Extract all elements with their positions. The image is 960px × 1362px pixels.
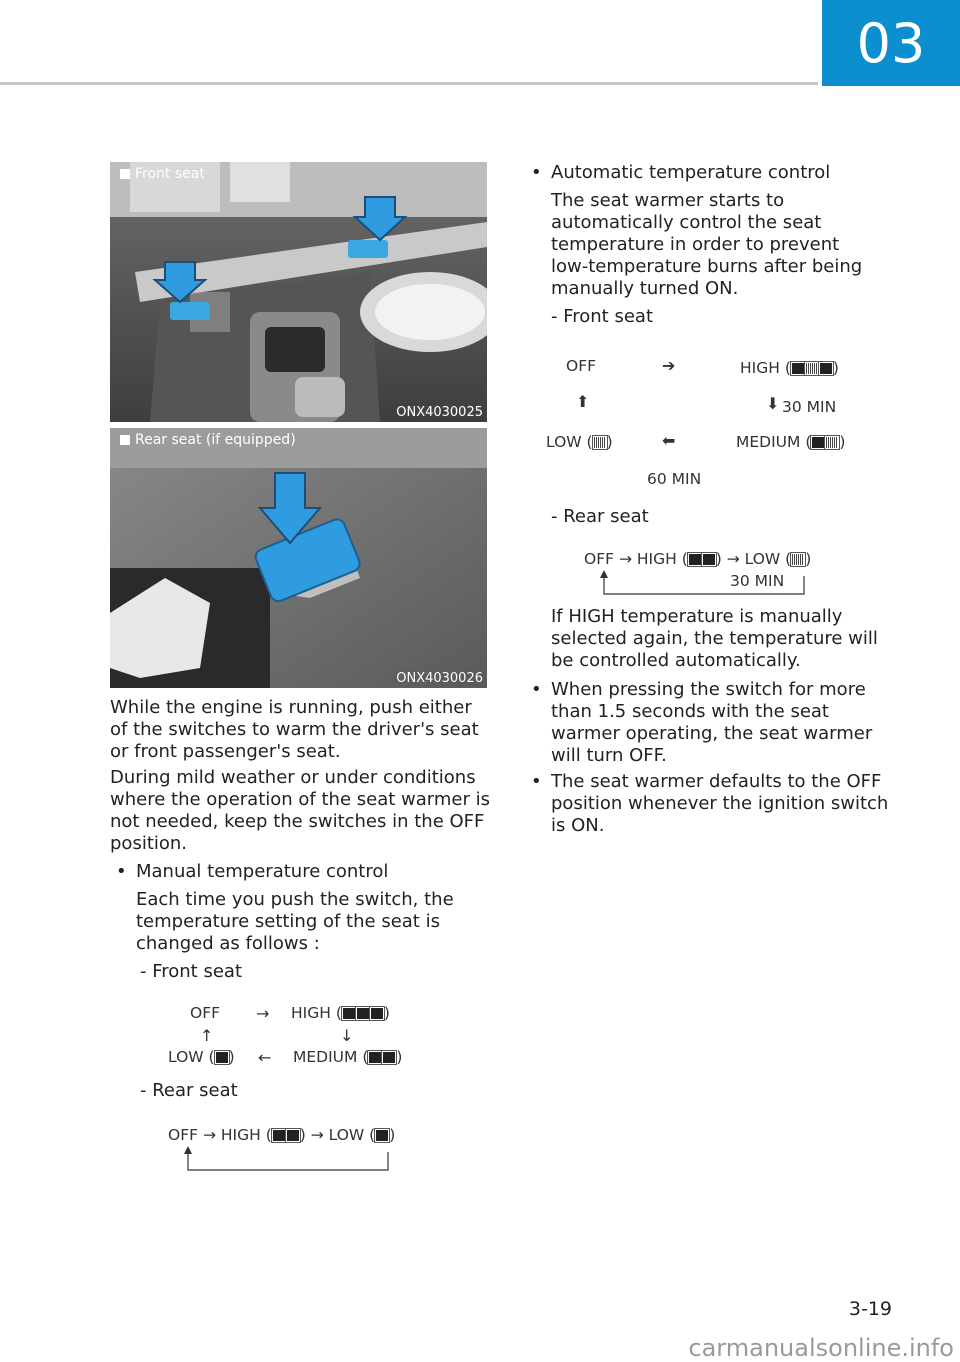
figure-code: ONX4030026 — [396, 671, 483, 686]
figure-code: ONX4030025 — [396, 405, 483, 420]
rear-diagram-text1: OFF → HIGH ( — [584, 550, 688, 568]
chapter-tab — [822, 0, 960, 86]
rear-seat-subheading: - Rear seat — [140, 1080, 238, 1101]
auto-diagram-off: OFF — [566, 357, 597, 375]
bullet-dot: • — [116, 861, 127, 882]
led-icon — [792, 554, 804, 565]
diagram-low-label: LOW ( — [546, 433, 593, 451]
rear-seat-illustration — [110, 428, 487, 688]
bullet-dot: • — [531, 679, 542, 700]
auto-diagram-60min: 60 MIN — [647, 470, 702, 488]
led-icon — [357, 1008, 369, 1019]
auto-control-description: The seat warmer starts to automatically control the seat temperature in order to prevent low-temperature burns after being manually turned ON. — [551, 190, 863, 299]
led-icon — [371, 1008, 383, 1019]
manual-control-description: Each time you push the switch, the temperature setting of the seat is changed as follows : — [136, 889, 454, 954]
rear-diagram-text2: ) → LOW ( — [715, 550, 792, 568]
bullet-dot: • — [531, 771, 542, 792]
front-seat-subheading: - Front seat — [551, 306, 654, 327]
arrow-left-icon: ← — [258, 1048, 272, 1067]
led-icon — [820, 363, 832, 374]
led-icon — [812, 437, 824, 448]
diagram-low-label: LOW ( — [168, 1048, 215, 1066]
auto-diagram-medium — [736, 433, 845, 451]
arrow-up-icon: ↑ — [200, 1026, 214, 1045]
arrow-up-icon: ⬆ — [576, 392, 590, 411]
rear-diagram — [168, 1126, 395, 1144]
diagram-high — [291, 1004, 390, 1022]
manual-control-heading: Manual temperature control — [136, 861, 389, 882]
diagram-high-label: HIGH ( — [291, 1004, 342, 1022]
diagram-medium — [293, 1048, 402, 1066]
led-icon — [376, 1130, 388, 1141]
diagram-high-label: HIGH ( — [740, 359, 791, 377]
watermark: carmanualsonline.info — [688, 1334, 954, 1362]
mild-weather-paragraph: During mild weather or under conditions where the operation of the seat warmer is not needed, keep the switches in the OFF position. — [110, 767, 490, 854]
led-icon — [594, 437, 606, 448]
default-off-bullet: The seat warmer defaults to the OFF position whenever the ignition switch is ON. — [551, 771, 889, 836]
led-icon — [383, 1052, 395, 1063]
arrow-right-icon: → — [256, 1004, 270, 1023]
intro-paragraph: While the engine is running, push either of the switches to warm the driver's seat or front passenger's seat. — [110, 697, 479, 762]
led-icon — [343, 1008, 355, 1019]
led-icon — [806, 363, 818, 374]
led-icon — [826, 437, 838, 448]
press-switch-bullet: When pressing the switch for more than 1.5 seconds with the seat warmer operating, the seat warmer will turn OFF. — [551, 679, 873, 766]
header-rule — [0, 82, 818, 85]
diagram-close: ) — [396, 1048, 403, 1066]
led-icon — [273, 1130, 285, 1141]
led-icon — [216, 1052, 228, 1063]
diagram-medium-label: MEDIUM ( — [293, 1048, 369, 1066]
bullet-dot: • — [531, 162, 542, 183]
rear-diagram-text2: ) → LOW ( — [299, 1126, 376, 1144]
diagram-low — [168, 1048, 235, 1066]
led-icon — [689, 554, 701, 565]
rear-loop-line — [180, 1146, 395, 1174]
figure-label-text: Front seat — [135, 166, 205, 182]
auto-rear-diagram — [584, 550, 811, 568]
front-seat-subheading: - Front seat — [140, 961, 243, 982]
arrow-right-icon: ➔ — [662, 356, 676, 375]
label-square-icon — [120, 435, 130, 445]
figure-label — [120, 166, 205, 182]
arrow-down-icon: ⬇ — [766, 394, 780, 413]
high-again-paragraph: If HIGH temperature is manually selected again, the temperature will be controlled automatically. — [551, 606, 878, 671]
page-number: 3-19 — [848, 1298, 892, 1320]
auto-diagram-30min: 30 MIN — [782, 398, 837, 416]
auto-diagram-high — [740, 359, 839, 377]
diagram-close: ) — [839, 433, 846, 451]
auto-rear-30min: 30 MIN — [730, 572, 785, 590]
auto-control-heading: Automatic temperature control — [551, 162, 831, 183]
front-seat-illustration — [110, 162, 487, 422]
led-icon — [703, 554, 715, 565]
diagram-off: OFF — [190, 1004, 221, 1022]
diagram-medium-label: MEDIUM ( — [736, 433, 812, 451]
auto-diagram-low — [546, 433, 613, 451]
chapter-number: 03 — [856, 11, 926, 75]
arrow-down-icon: ↓ — [340, 1026, 354, 1045]
label-square-icon — [120, 169, 130, 179]
diagram-close: ) — [832, 359, 839, 377]
diagram-close: ) — [606, 433, 613, 451]
led-icon — [287, 1130, 299, 1141]
arrow-left-icon: ⬅ — [662, 431, 676, 450]
led-icon — [369, 1052, 381, 1063]
diagram-close: ) — [228, 1048, 235, 1066]
rear-seat-photo — [110, 428, 487, 688]
rear-seat-subheading: - Rear seat — [551, 506, 649, 527]
rear-diagram-text1: OFF → HIGH ( — [168, 1126, 272, 1144]
figure-label-text: Rear seat (if equipped) — [135, 432, 296, 448]
diagram-close: ) — [383, 1004, 390, 1022]
diagram-close: ) — [805, 550, 812, 568]
front-seat-photo — [110, 162, 487, 422]
diagram-close: ) — [389, 1126, 396, 1144]
figure-label — [120, 432, 296, 448]
led-icon — [792, 363, 804, 374]
